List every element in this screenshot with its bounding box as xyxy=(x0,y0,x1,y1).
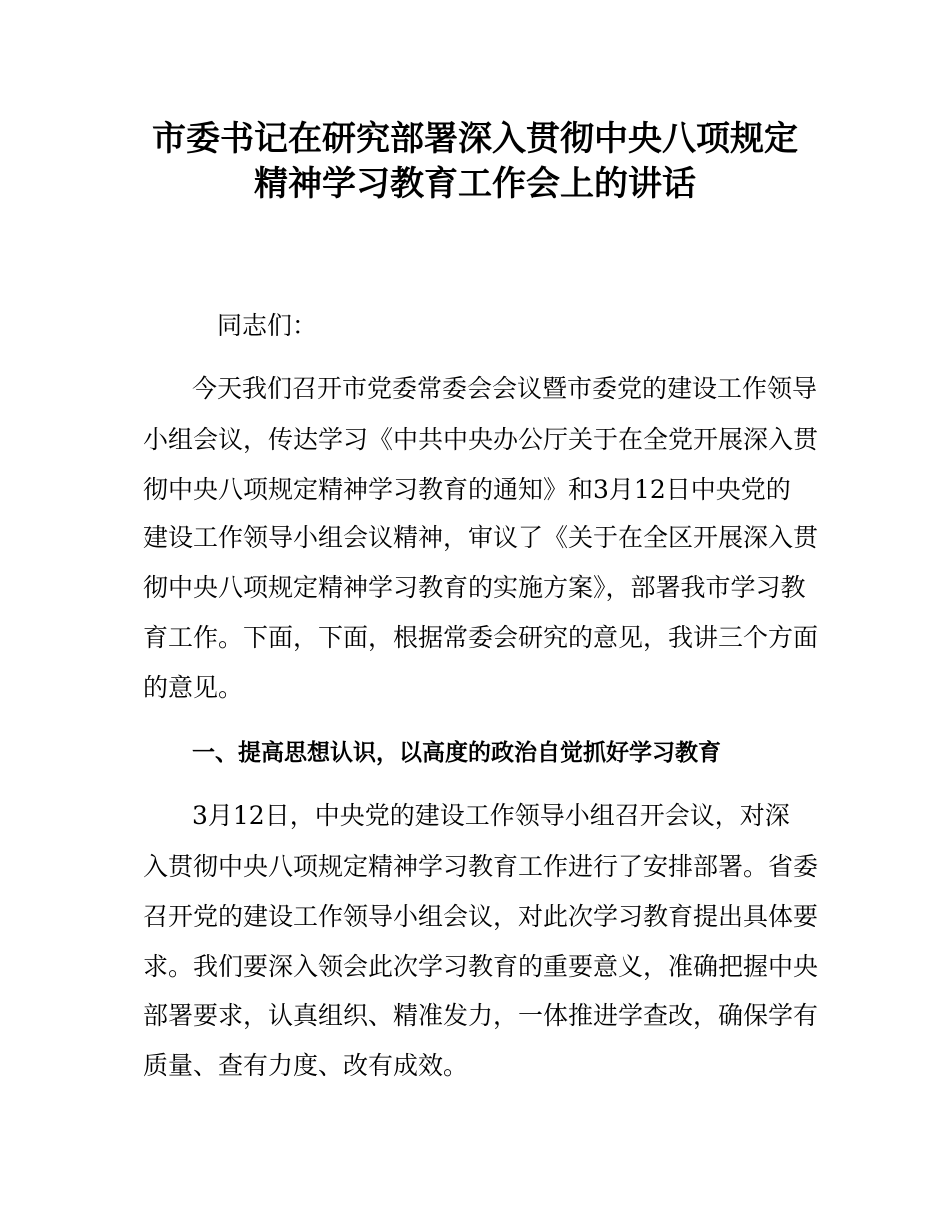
paragraph-2-line: 入贯彻中央八项规定精神学习教育工作进行了安排部署。省委 xyxy=(143,852,819,881)
section-1-heading: 一、提高思想认识，以高度的政治自觉抓好学习教育 xyxy=(192,740,721,766)
paragraph-1-line: 育工作。下面，下面，根据常委会研究的意见，我讲三个方面 xyxy=(143,623,819,652)
paragraph-2-line: 3月12日，中央党的建设工作领导小组召开会议，对深 xyxy=(192,801,790,830)
paragraph-2-line: 部署要求，认真组织、精准发力，一体推进学查改，确保学有 xyxy=(143,1001,819,1030)
paragraph-1-line: 今天我们召开市党委常委会会议暨市委党的建设工作领导 xyxy=(192,374,818,403)
salutation: 同志们： xyxy=(217,311,318,340)
paragraph-1-line: 建设工作领导小组会议精神，审议了《关于在全区开展深入贯 xyxy=(143,523,819,552)
paragraph-2-line: 求。我们要深入领会此次学习教育的重要意义，准确把握中央 xyxy=(143,952,819,981)
paragraph-2-line: 召开党的建设工作领导小组会议，对此次学习教育提出具体要 xyxy=(143,902,819,931)
paragraph-2-line: 质量、查有力度、改有成效。 xyxy=(143,1051,469,1080)
paragraph-1-line: 的意见。 xyxy=(143,673,244,702)
document-title-line-2: 精神学习教育工作会上的讲话 xyxy=(254,164,696,204)
document-title-line-1: 市委书记在研究部署深入贯彻中央八项规定 xyxy=(152,119,798,159)
paragraph-1-line: 小组会议，传达学习《中共中央办公厅关于在全党开展深入贯 xyxy=(143,425,819,454)
paragraph-1-line: 彻中央八项规定精神学习教育的通知》和3月12日中央党的 xyxy=(143,475,791,504)
paragraph-1-line: 彻中央八项规定精神学习教育的实施方案》，部署我市学习教 xyxy=(143,573,806,602)
